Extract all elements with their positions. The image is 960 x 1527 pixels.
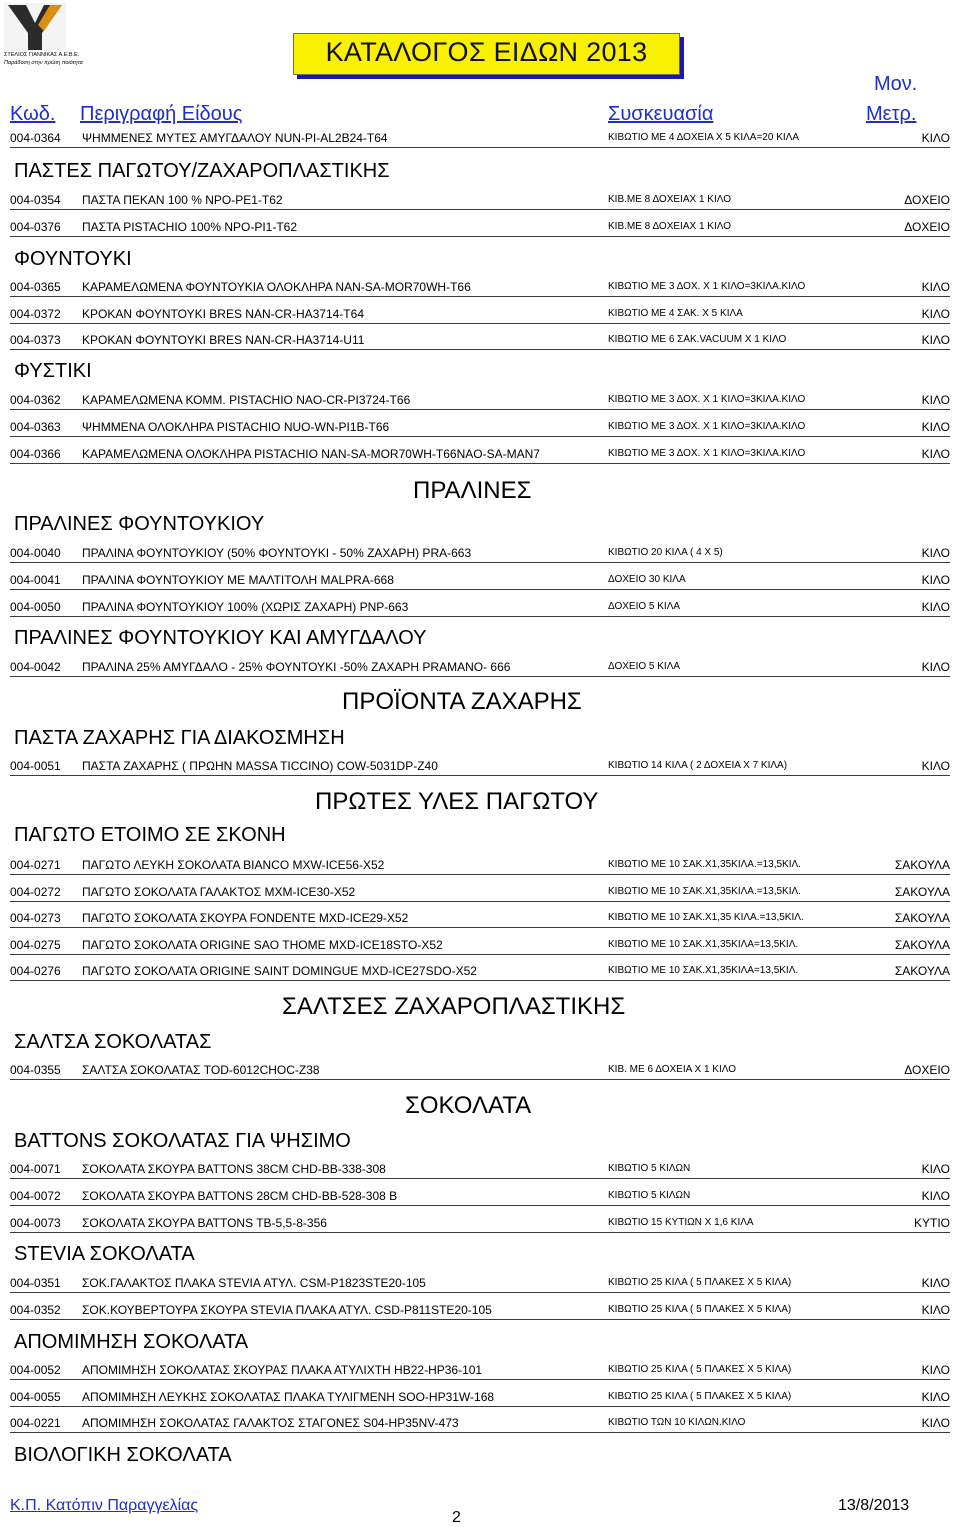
product-code: 004-0051 [10, 759, 61, 773]
product-packaging: ΚΙΒΩΤΙΟ 25 ΚΙΛΑ ( 5 ΠΛΑΚΕΣ Χ 5 ΚΙΛΑ) [608, 1391, 792, 1402]
product-row [10, 1161, 950, 1179]
section-heading: ΠΡΑΛΙΝΕΣ ΦΟΥΝΤΟΥΚΙΟΥ ΚΑΙ ΑΜΥΓΔΑΛΟΥ [14, 627, 427, 649]
product-unit: ΚΙΛΟ [921, 1162, 950, 1176]
product-description: ΚΡΟΚΑΝ ΦΟΥΝΤΟΥΚΙ BRES NAN-CR-HA3714-U11 [82, 333, 365, 347]
header-description: Περιγραφή Είδους [80, 103, 243, 125]
product-unit: ΔΟΧΕΙΟ [904, 1063, 950, 1077]
product-unit: ΣΑΚΟΥΛΑ [894, 964, 950, 978]
product-description: ΠΑΓΩΤΟ ΣΟΚΟΛΑΤΑ ΓΑΛΑΚΤΟΣ MXM-ICE30-X52 [82, 885, 356, 899]
product-code: 004-0363 [10, 420, 61, 434]
footer-note: Κ.Π. Κατόπιν Παραγγελίας [10, 1497, 199, 1514]
product-row [10, 963, 950, 981]
product-packaging: ΚΙΒ.ΜΕ 8 ΔΟΧΕΙΑΧ 1 ΚΙΛΟ [608, 221, 731, 232]
product-code: 004-0376 [10, 220, 61, 234]
product-unit: ΣΑΚΟΥΛΑ [894, 911, 950, 925]
product-packaging: ΚΙΒΩΤΙΟ ΜΕ 10 ΣΑΚ.Χ1,35ΚΙΛΑ.=13,5ΚΙΛ. [608, 859, 801, 870]
product-packaging: ΚΙΒΩΤΙΟ 25 ΚΙΛΑ ( 5 ΠΛΑΚΕΣ Χ 5 ΚΙΛΑ) [608, 1364, 792, 1375]
product-packaging: ΚΙΒΩΤΙΟ 5 ΚΙΛΩΝ [608, 1163, 691, 1174]
page-number: 2 [452, 1509, 461, 1526]
product-unit: ΔΟΧΕΙΟ [904, 193, 950, 207]
product-unit: ΚΙΛΟ [921, 1416, 950, 1430]
product-row [10, 758, 950, 776]
product-row [10, 332, 950, 350]
section-heading: ΒΙΟΛΟΓΙΚΗ ΣΟΚΟΛΑΤΑ [14, 1444, 232, 1466]
product-description: ΣΑΛΤΣΑ ΣΟΚΟΛΑΤΑΣ TOD-6012CHOC-Z38 [82, 1063, 320, 1077]
product-description: ΣΟΚ.ΚΟΥΒΕΡΤΟΥΡΑ ΣΚΟΥΡΑ STEVIA ΠΛΑΚΑ ΑΤΥΛ. CSD-P811STE20-105 [82, 1303, 492, 1317]
product-description: ΠΑΓΩΤΟ ΛΕΥΚΗ ΣΟΚΟΛΑΤΑ BIANCO MXW-ICE56-X52 [82, 858, 385, 872]
product-packaging: ΚΙΒΩΤΙΟ ΜΕ 3 ΔΟΧ. Χ 1 ΚΙΛΟ=3ΚΙΛΑ.ΚΙΛΟ [608, 421, 806, 432]
product-row [10, 1302, 950, 1320]
product-row [10, 1389, 950, 1407]
product-unit: ΚΙΛΟ [921, 660, 950, 674]
product-packaging: ΚΙΒΩΤΙΟ ΜΕ 3 ΔΟΧ. Χ 1 ΚΙΛΟ=3ΚΙΛΑ.ΚΙΛΟ [608, 448, 806, 459]
category-heading: ΣΑΛΤΣΕΣ ΖΑΧΑΡΟΠΛΑΣΤΙΚΗΣ [282, 993, 626, 1020]
product-code: 004-0365 [10, 280, 61, 294]
section-heading: ΑΠΟΜΙΜΗΣΗ ΣΟΚΟΛΑΤΑ [14, 1331, 249, 1353]
product-description: ΚΑΡΑΜΕΛΩΜΕΝΑ ΦΟΥΝΤΟΥΚΙΑ ΟΛΟΚΛΗΡΑ NAN-SA-MOR70WH-T66 [82, 280, 471, 294]
product-packaging: ΚΙΒΩΤΙΟ ΜΕ 10 ΣΑΚ.Χ1,35ΚΙΛΑ=13,5ΚΙΛ. [608, 939, 799, 950]
product-description: ΑΠΟΜΙΜΗΣΗ ΣΟΚΟΛΑΤΑΣ ΣΚΟΥΡΑΣ ΠΛΑΚΑ ΑΤΥΛΙΧΤΗ HB22-HP36-101 [82, 1363, 483, 1377]
product-description: ΠΑΣΤΑ ΠΕΚΑΝ 100 % NPO-PE1-T62 [82, 193, 283, 207]
product-unit: ΚΙΛΟ [921, 333, 950, 347]
product-code: 004-0373 [10, 333, 61, 347]
product-row [10, 306, 950, 324]
header-unit: Μετρ. [866, 103, 917, 125]
product-description: ΑΠΟΜΙΜΗΣΗ ΣΟΚΟΛΑΤΑΣ ΓΑΛΑΚΤΟΣ ΣΤΑΓΟΝΕΣ S04-HP35NV-473 [82, 1416, 459, 1430]
category-heading: ΠΡΩΤΕΣ ΥΛΕΣ ΠΑΓΩΤΟΥ [315, 788, 599, 815]
product-unit: ΚΙΛΟ [921, 1303, 950, 1317]
product-packaging: ΔΟΧΕΙΟ 5 ΚΙΛΑ [608, 661, 681, 672]
product-packaging: ΚΙΒΩΤΙΟ ΜΕ 10 ΣΑΚ.Χ1,35 ΚΙΛΑ.=13,5ΚΙΛ. [608, 912, 804, 923]
product-code: 004-0050 [10, 600, 61, 614]
product-row [10, 1275, 950, 1293]
product-code: 004-0354 [10, 193, 61, 207]
product-packaging: ΚΙΒ.ΜΕ 8 ΔΟΧΕΙΑΧ 1 ΚΙΛΟ [608, 194, 731, 205]
product-packaging: ΚΙΒΩΤΙΟ 20 ΚΙΛΑ ( 4 Χ 5) [608, 547, 723, 558]
product-packaging: ΔΟΧΕΙΟ 5 ΚΙΛΑ [608, 601, 681, 612]
product-unit: ΚΙΛΟ [921, 573, 950, 587]
product-row [10, 599, 950, 617]
logo-y-mark [4, 3, 66, 51]
product-description: ΠΡΑΛΙΝΑ ΦΟΥΝΤΟΥΚΙΟΥ 100% (ΧΩΡΙΣ ΖΑΧΑΡΗ) PNP-663 [82, 600, 409, 614]
product-code: 004-0073 [10, 1216, 61, 1230]
product-code: 004-0355 [10, 1063, 61, 1077]
product-unit: ΣΑΚΟΥΛΑ [894, 885, 950, 899]
product-row [10, 1188, 950, 1206]
product-description: ΨΗΜΜΕΝΑ ΟΛΟΚΛΗΡΑ PISTACHIO NUO-WN-PI1B-T66 [82, 420, 390, 434]
product-unit: ΚΙΛΟ [921, 546, 950, 560]
product-code: 004-0271 [10, 858, 61, 872]
product-code: 004-0364 [10, 131, 61, 145]
product-packaging: ΚΙΒΩΤΙΟ 5 ΚΙΛΩΝ [608, 1190, 691, 1201]
product-packaging: ΚΙΒΩΤΙΟ 25 ΚΙΛΑ ( 5 ΠΛΑΚΕΣ Χ 5 ΚΙΛΑ) [608, 1277, 792, 1288]
product-row [10, 572, 950, 590]
product-row [10, 392, 950, 410]
product-packaging: ΚΙΒΩΤΙΟ ΜΕ 10 ΣΑΚ.Χ1,35ΚΙΛΑ.=13,5ΚΙΛ. [608, 886, 801, 897]
product-code: 004-0272 [10, 885, 61, 899]
product-unit: ΚΙΛΟ [921, 1390, 950, 1404]
product-row [10, 279, 950, 297]
product-row [10, 130, 950, 148]
product-unit: ΚΙΛΟ [921, 307, 950, 321]
product-row [10, 545, 950, 563]
product-description: ΠΑΓΩΤΟ ΣΟΚΟΛΑΤΑ ORIGINE SAO THOME MXD-ICE18STO-X52 [82, 938, 443, 952]
product-description: ΨΗΜΜΕΝΕΣ ΜΥΤΕΣ ΑΜΥΓΔΑΛΟΥ NUN-PI-AL2B24-T64 [82, 131, 388, 145]
product-unit: ΚΙΛΟ [921, 447, 950, 461]
product-description: ΠΑΣΤΑ PISTACHIO 100% NPO-PI1-T62 [82, 220, 298, 234]
product-row [10, 446, 950, 464]
product-row [10, 937, 950, 955]
product-description: ΣΟΚΟΛΑΤΑ ΣΚΟΥΡΑ BATTONS 28CM CHD-BB-528-308 B [82, 1189, 398, 1203]
product-packaging: ΚΙΒΩΤΙΟ ΜΕ 6 ΣΑΚ.VACUUM Χ 1 ΚΙΛΟ [608, 334, 787, 345]
product-unit: ΚΙΛΟ [921, 131, 950, 145]
product-packaging: ΚΙΒΩΤΙΟ ΜΕ 3 ΔΟΧ. Χ 1 ΚΙΛΟ=3ΚΙΛΑ.ΚΙΛΟ [608, 394, 806, 405]
section-heading: ΦΟΥΝΤΟΥΚΙ [14, 248, 132, 270]
product-description: ΠΑΓΩΤΟ ΣΟΚΟΛΑΤΑ ORIGINE SAINT DOMINGUE MXD-ICE27SDO-X52 [82, 964, 477, 978]
product-packaging: ΚΙΒΩΤΙΟ ΜΕ 4 ΔΟΧΕΙΑ Χ 5 ΚΙΛΑ=20 ΚΙΛΑ [608, 132, 799, 143]
product-code: 004-0040 [10, 546, 61, 560]
product-packaging: ΚΙΒΩΤΙΟ ΜΕ 4 ΣΑΚ. Χ 5 ΚΙΛΑ [608, 308, 743, 319]
section-heading: ΦΥΣΤΙΚΙ [14, 360, 92, 382]
product-unit: ΚΙΛΟ [921, 420, 950, 434]
product-row [10, 857, 950, 875]
title-banner [293, 33, 680, 75]
footer-date: 13/8/2013 [838, 1497, 910, 1514]
product-unit: ΣΑΚΟΥΛΑ [894, 938, 950, 952]
category-heading: ΠΡΑΛΙΝΕΣ [413, 477, 532, 504]
section-heading: ΣΑΛΤΣΑ ΣΟΚΟΛΑΤΑΣ [14, 1031, 212, 1053]
product-description: ΑΠΟΜΙΜΗΣΗ ΛΕΥΚΗΣ ΣΟΚΟΛΑΤΑΣ ΠΛΑΚΑ ΤΥΛΙΓΜΕΝΗ SOO-HP31W-168 [82, 1390, 495, 1404]
product-code: 004-0352 [10, 1303, 61, 1317]
product-row [10, 219, 950, 237]
product-description: ΠΡΑΛΙΝΑ 25% ΑΜΥΓΔΑΛΟ - 25% ΦΟΥΝΤΟΥΚΙ -50% ΖΑΧΑΡΗ PRAMANO- 666 [82, 660, 511, 674]
product-code: 004-0052 [10, 1363, 61, 1377]
product-unit: ΚΙΛΟ [921, 1276, 950, 1290]
product-row [10, 659, 950, 677]
product-packaging: ΚΙΒΩΤΙΟ 15 ΚΥΤΙΩΝ Χ 1,6 ΚΙΛΑ [608, 1217, 754, 1228]
section-heading: ΠΑΣΤΕΣ ΠΑΓΩΤΟΥ/ΖΑΧΑΡΟΠΛΑΣΤΙΚΗΣ [14, 160, 390, 182]
page-title: ΚΑΤΑΛΟΓΟΣ ΕΙΔΩΝ 2013 [325, 37, 648, 67]
product-code: 004-0072 [10, 1189, 61, 1203]
product-description: ΠΡΑΛΙΝΑ ΦΟΥΝΤΟΥΚΙΟΥ ΜΕ ΜΑΛΤΙΤΟΛΗ MALPRA-668 [82, 573, 394, 587]
product-row [10, 192, 950, 210]
product-description: ΚΑΡΑΜΕΛΩΜΕΝΑ ΟΛΟΚΛΗΡΑ PISTACHIO NAN-SA-MOR70WH-T66NAO-SA-MAN7 [82, 447, 540, 461]
logo-company-name: ΣΤΕΛΙΟΣ ΓΙΑΝΝΙΚΑΣ Α.Ε.Β.Ε. [4, 52, 80, 58]
product-unit: ΚΙΛΟ [921, 1363, 950, 1377]
product-code: 004-0366 [10, 447, 61, 461]
product-packaging: ΔΟΧΕΙΟ 30 ΚΙΛΑ [608, 574, 686, 585]
product-description: ΣΟΚΟΛΑΤΑ ΣΚΟΥΡΑ BATTONS 38CM CHD-BB-338-308 [82, 1162, 386, 1176]
product-unit: ΚΙΛΟ [921, 759, 950, 773]
product-packaging: ΚΙΒ. ΜΕ 6 ΔΟΧΕΙΑ Χ 1 ΚΙΛΟ [608, 1064, 736, 1075]
logo-tagline: Παράδοση στην πρώτη ποιότητα [4, 60, 83, 66]
product-row [10, 1062, 950, 1080]
product-description: ΚΑΡΑΜΕΛΩΜΕΝΑ ΚΟΜΜ. PISTACHIO NAO-CR-PI3724-T66 [82, 393, 411, 407]
section-heading: ΠΑΣΤΑ ΖΑΧΑΡΗΣ ΓΙΑ ΔΙΑΚΟΣΜΗΣΗ [14, 727, 345, 749]
product-row [10, 419, 950, 437]
product-description: ΠΑΣΤΑ ΖΑΧΑΡΗΣ ( ΠΡΩΗΝ MASSA TICCINO) COW-5031DP-Z40 [82, 759, 438, 773]
product-unit: ΣΑΚΟΥΛΑ [894, 858, 950, 872]
product-unit: ΔΟΧΕΙΟ [904, 220, 950, 234]
product-code: 004-0071 [10, 1162, 61, 1176]
product-description: ΣΟΚ.ΓΑΛΑΚΤΟΣ ΠΛΑΚΑ STEVIA ΑΤΥΛ. CSM-P1823STE20-105 [82, 1276, 426, 1290]
product-packaging: ΚΙΒΩΤΙΟ ΜΕ 10 ΣΑΚ.Χ1,35ΚΙΛΑ=13,5ΚΙΛ. [608, 965, 799, 976]
product-row [10, 1215, 950, 1233]
product-unit: ΚΙΛΟ [921, 1189, 950, 1203]
product-unit: ΚΙΛΟ [921, 280, 950, 294]
product-row [10, 1362, 950, 1380]
header-code: Κωδ. [10, 103, 56, 125]
product-description: ΠΑΓΩΤΟ ΣΟΚΟΛΑΤΑ ΣΚΟΥΡΑ FONDENTE MXD-ICE29-X52 [82, 911, 409, 925]
product-description: ΣΟΚΟΛΑΤΑ ΣΚΟΥΡΑ BATTONS TB-5,5-8-356 [82, 1216, 327, 1230]
product-code: 004-0276 [10, 964, 61, 978]
product-code: 004-0275 [10, 938, 61, 952]
product-unit: ΚΥΤΙΟ [913, 1216, 950, 1230]
product-row [10, 884, 950, 902]
company-logo [4, 3, 83, 69]
category-heading: ΣΟΚΟΛΑΤΑ [405, 1092, 532, 1119]
product-code: 004-0041 [10, 573, 61, 587]
product-unit: ΚΙΛΟ [921, 393, 950, 407]
section-heading: ΠΑΓΩΤΟ ΕΤΟΙΜΟ ΣΕ ΣΚΟΝΗ [14, 824, 286, 846]
product-packaging: ΚΙΒΩΤΙΟ 14 ΚΙΛΑ ( 2 ΔΟΧΕΙΑ Χ 7 ΚΙΛΑ) [608, 760, 788, 771]
product-code: 004-0362 [10, 393, 61, 407]
product-row [10, 910, 950, 928]
category-heading: ΠΡΟΪΟΝΤΑ ΖΑΧΑΡΗΣ [342, 688, 582, 715]
section-heading: ΠΡΑΛΙΝΕΣ ΦΟΥΝΤΟΥΚΙΟΥ [14, 513, 265, 535]
product-code: 004-0351 [10, 1276, 61, 1290]
section-heading: BATTONS ΣΟΚΟΛΑΤΑΣ ΓΙΑ ΨΗΣΙΜΟ [14, 1130, 351, 1152]
product-unit: ΚΙΛΟ [921, 600, 950, 614]
product-packaging: ΚΙΒΩΤΙΟ ΤΩΝ 10 ΚΙΛΩΝ.ΚΙΛΟ [608, 1417, 746, 1428]
section-heading: STEVIA ΣΟΚΟΛΑΤΑ [14, 1243, 195, 1265]
product-code: 004-0042 [10, 660, 61, 674]
product-code: 004-0273 [10, 911, 61, 925]
header-unit-top: Μον. [874, 73, 918, 95]
product-packaging: ΚΙΒΩΤΙΟ ΜΕ 3 ΔΟΧ. Χ 1 ΚΙΛΟ=3ΚΙΛΑ.ΚΙΛΟ [608, 281, 806, 292]
product-row [10, 1415, 950, 1433]
product-packaging: ΚΙΒΩΤΙΟ 25 ΚΙΛΑ ( 5 ΠΛΑΚΕΣ Χ 5 ΚΙΛΑ) [608, 1304, 792, 1315]
product-code: 004-0055 [10, 1390, 61, 1404]
product-code: 004-0372 [10, 307, 61, 321]
product-description: ΠΡΑΛΙΝΑ ΦΟΥΝΤΟΥΚΙΟΥ (50% ΦΟΥΝΤΟΥΚΙ - 50% ΖΑΧΑΡΗ) PRA-663 [82, 546, 472, 560]
product-description: ΚΡΟΚΑΝ ΦΟΥΝΤΟΥΚΙ BRES NAN-CR-HA3714-T64 [82, 307, 364, 321]
product-code: 004-0221 [10, 1416, 61, 1430]
header-packaging: Συσκευασία [608, 103, 714, 125]
